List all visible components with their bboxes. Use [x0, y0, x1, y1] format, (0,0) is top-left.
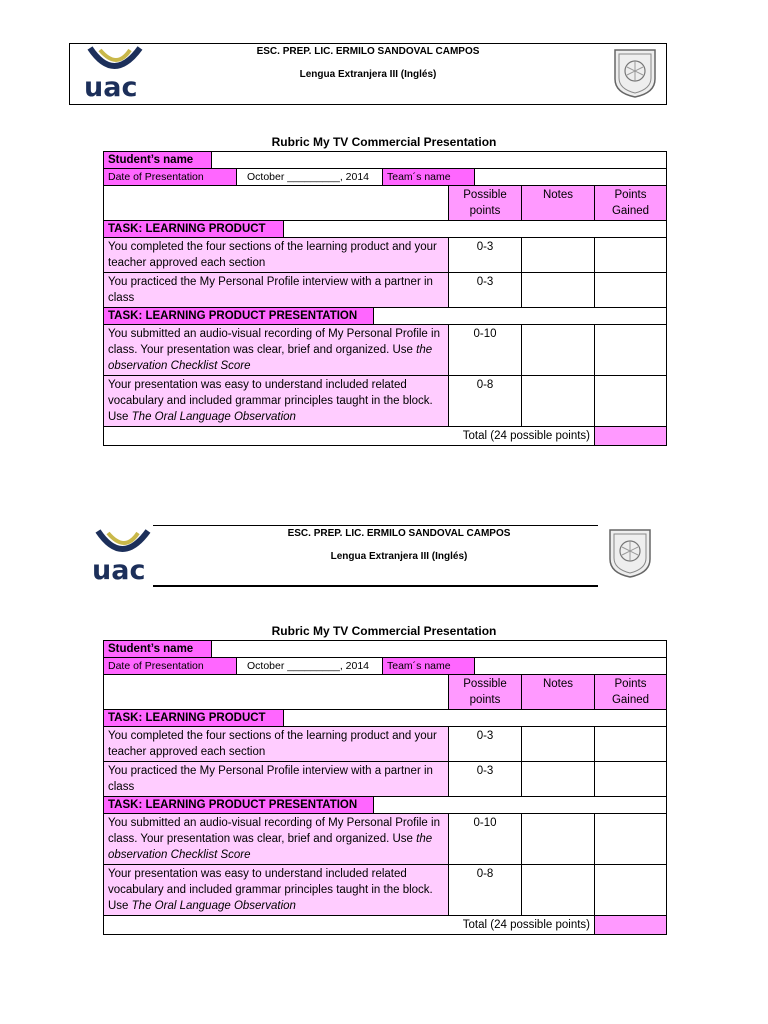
- student-name-row: [104, 152, 667, 169]
- task2-row: [104, 797, 667, 814]
- row3-text-italic: the observation Checklist Score: [108, 833, 433, 861]
- task1-row: [104, 221, 667, 238]
- row3-gained[interactable]: [595, 325, 667, 376]
- row2-points: 0-3: [449, 762, 522, 797]
- row1-notes[interactable]: [522, 238, 595, 273]
- row3-text-main: You submitted an audio-visual recording of My Personal Profile in class. Your presentation was clear, brief and organized. Use: [108, 328, 440, 356]
- row4-text-main: Your presentation was easy to understand included related vocabulary and included grammar principles taught in the block. Use: [108, 379, 433, 423]
- row4-text: [104, 376, 449, 427]
- date-label: Date of Presentation: [104, 658, 237, 674]
- col-notes: Notes: [522, 675, 595, 710]
- col-possible: Possible points: [449, 186, 522, 221]
- date-team-row: [104, 658, 667, 675]
- team-field[interactable]: [475, 658, 666, 674]
- total-value[interactable]: [595, 916, 667, 935]
- row1-text: You completed the four sections of the learning product and your teacher approved each section: [104, 727, 449, 762]
- row2-gained[interactable]: [595, 273, 667, 308]
- row3-points: 0-10: [449, 325, 522, 376]
- col-gained: Points Gained: [595, 675, 667, 710]
- total-label: Total (24 possible points): [104, 427, 595, 446]
- logo-text: uac: [92, 555, 146, 586]
- subject-name: Lengua Extranjera III (Inglés): [299, 69, 437, 80]
- row4-text-italic: The Oral Language Observation: [131, 900, 296, 912]
- team-label: Team´s name: [383, 658, 475, 674]
- row4-notes[interactable]: [522, 865, 595, 916]
- header-blank: [104, 675, 449, 710]
- row1-points: 0-3: [449, 727, 522, 762]
- row4-text-main: Your presentation was easy to understand included related vocabulary and included grammar principles taught in the block. Use: [108, 868, 433, 912]
- header-bottom: [80, 525, 678, 587]
- row3-text: [104, 814, 449, 865]
- student-name-label: Student’s name: [104, 641, 212, 657]
- col-possible: Possible points: [449, 675, 522, 710]
- header-blank: [104, 186, 449, 221]
- col-notes: Notes: [522, 186, 595, 221]
- university-seal-icon: [612, 47, 658, 99]
- student-name-label: Student’s name: [104, 152, 212, 168]
- row3-text: [104, 325, 449, 376]
- school-name: ESC. PREP. LIC. ERMILO SANDOVAL CAMPOS: [287, 528, 511, 539]
- row4-notes[interactable]: [522, 376, 595, 427]
- row3-notes[interactable]: [522, 814, 595, 865]
- row4-text: [104, 865, 449, 916]
- row1-notes[interactable]: [522, 727, 595, 762]
- row2-notes[interactable]: [522, 273, 595, 308]
- row4-points: 0-8: [449, 376, 522, 427]
- row1-points: 0-3: [449, 238, 522, 273]
- row3-text-main: You submitted an audio-visual recording of My Personal Profile in class. Your presentation was clear, brief and organized. Use: [108, 817, 440, 845]
- row3-gained[interactable]: [595, 814, 667, 865]
- school-name: ESC. PREP. LIC. ERMILO SANDOVAL CAMPOS: [256, 46, 480, 57]
- row3-text-italic: the observation Checklist Score: [108, 344, 433, 372]
- rubric-table: [103, 151, 667, 446]
- rubric-table: [103, 640, 667, 935]
- university-seal-icon: [607, 527, 653, 579]
- task1-label: TASK: LEARNING PRODUCT: [104, 710, 284, 726]
- col-gained: Points Gained: [595, 186, 667, 221]
- student-name-field[interactable]: [212, 641, 666, 657]
- total-value[interactable]: [595, 427, 667, 446]
- subject-name: Lengua Extranjera III (Inglés): [330, 551, 468, 562]
- row4-points: 0-8: [449, 865, 522, 916]
- row3-points: 0-10: [449, 814, 522, 865]
- student-name-row: [104, 641, 667, 658]
- row2-notes[interactable]: [522, 762, 595, 797]
- task2-row: [104, 308, 667, 325]
- row3-notes[interactable]: [522, 325, 595, 376]
- row2-text: You practiced the My Personal Profile interview with a partner in class: [104, 273, 449, 308]
- header-top: [69, 43, 667, 105]
- date-label: Date of Presentation: [104, 169, 237, 185]
- row2-gained[interactable]: [595, 762, 667, 797]
- rubric-title: Rubric My TV Commercial Presentation: [271, 135, 497, 149]
- task2-label: TASK: LEARNING PRODUCT PRESENTATION: [104, 308, 374, 324]
- date-team-row: [104, 169, 667, 186]
- total-label: Total (24 possible points): [104, 916, 595, 935]
- row4-gained[interactable]: [595, 376, 667, 427]
- row1-gained[interactable]: [595, 238, 667, 273]
- row2-text: You practiced the My Personal Profile interview with a partner in class: [104, 762, 449, 797]
- date-value[interactable]: October _________, 2014: [237, 169, 383, 185]
- row2-points: 0-3: [449, 273, 522, 308]
- date-value[interactable]: October _________, 2014: [237, 658, 383, 674]
- team-label: Team´s name: [383, 169, 475, 185]
- rubric-title: Rubric My TV Commercial Presentation: [271, 624, 497, 638]
- logo-text: uac: [84, 72, 138, 103]
- task2-label: TASK: LEARNING PRODUCT PRESENTATION: [104, 797, 374, 813]
- row1-gained[interactable]: [595, 727, 667, 762]
- team-field[interactable]: [475, 169, 666, 185]
- task1-label: TASK: LEARNING PRODUCT: [104, 221, 284, 237]
- task1-row: [104, 710, 667, 727]
- row4-text-italic: The Oral Language Observation: [131, 411, 296, 423]
- student-name-field[interactable]: [212, 152, 666, 168]
- row1-text: You completed the four sections of the learning product and your teacher approved each section: [104, 238, 449, 273]
- row4-gained[interactable]: [595, 865, 667, 916]
